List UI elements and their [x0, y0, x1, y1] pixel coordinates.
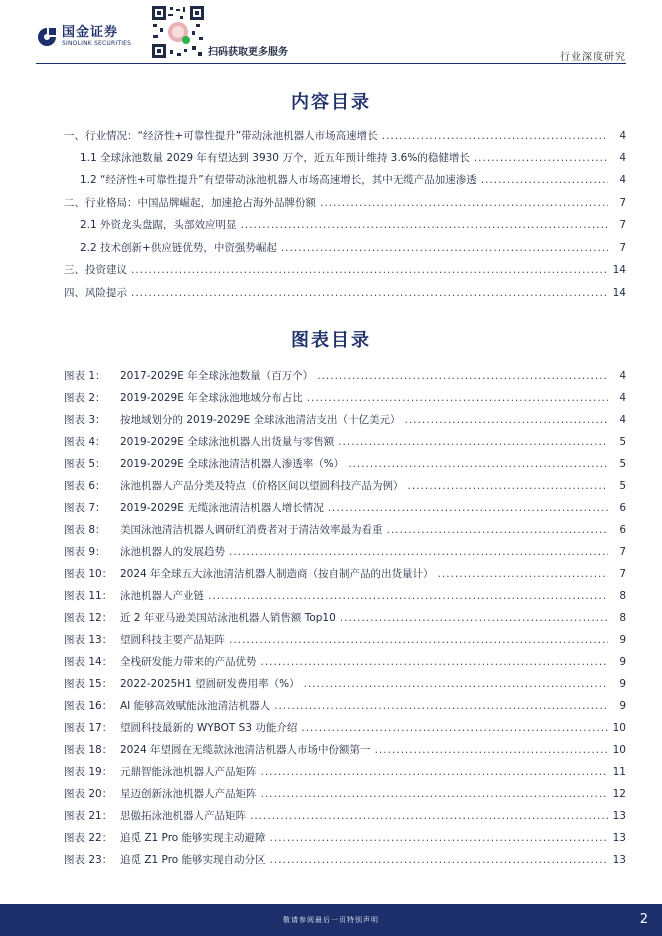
toc-item-page: 14: [612, 287, 626, 299]
figure-item[interactable]: [0, 808, 662, 824]
figure-item[interactable]: [0, 610, 662, 626]
page-header: [0, 0, 662, 66]
figure-item-label: 元鼎智能泳池机器人产品矩阵: [120, 766, 257, 778]
figure-item-number: 图表 18：: [64, 744, 113, 756]
toc-item-page: 14: [612, 264, 626, 276]
toc-item-page: 7: [619, 219, 626, 231]
figure-item-page: 9: [619, 678, 626, 690]
figure-item-label: 近 2 年亚马逊美国站泳池机器人销售额 Top10: [120, 612, 336, 624]
figure-item-number: 图表 4：: [64, 436, 106, 448]
figure-item-number: 图表 9：: [64, 546, 106, 558]
figure-item[interactable]: [0, 830, 662, 846]
logo-name-en: SINOLINK SECURITIES: [62, 40, 132, 47]
figure-item-label: 2019-2029E 无缆泳池清洁机器人增长情况: [120, 502, 324, 514]
toc-item-label: 2.1 外资龙头盘踞，头部效应明显: [80, 219, 237, 231]
figure-item-number: 图表 11：: [64, 590, 113, 602]
figure-item[interactable]: [0, 412, 662, 428]
logo-mark-icon: [36, 26, 58, 48]
figure-item-number: 图表 15：: [64, 678, 113, 690]
toc-item-label: 1.1 全球泳池数量 2029 年有望达到 3930 万个，近五年预计维持 3.6%的稳健增长: [80, 152, 470, 164]
figure-item[interactable]: [0, 522, 662, 538]
figure-item-label: 星迈创新泳池机器人产品矩阵: [120, 788, 257, 800]
figure-item-number: 图表 6：: [64, 480, 106, 492]
figure-item-number: 图表 23：: [64, 854, 113, 866]
toc-item[interactable]: [0, 262, 662, 278]
figure-item-number: 图表 16：: [64, 700, 113, 712]
figure-item-number: 图表 2：: [64, 392, 106, 404]
figure-item-label: 2019-2029E 年全球泳池地域分布占比: [120, 392, 303, 404]
figure-item[interactable]: [0, 456, 662, 472]
toc-item[interactable]: [0, 217, 662, 233]
toc-item-page: 4: [619, 174, 626, 186]
figure-item-label: 望圆科技主要产品矩阵: [120, 634, 225, 646]
figure-item-page: 6: [619, 524, 626, 536]
figure-item-number: 图表 22：: [64, 832, 113, 844]
figure-item-number: 图表 19：: [64, 766, 113, 778]
figure-item-page: 9: [619, 700, 626, 712]
figure-item-page: 10: [612, 744, 626, 756]
toc-item-label: 四、风险提示: [64, 287, 127, 299]
figures-title: 图表目录: [291, 330, 371, 351]
figure-item-number: 图表 7：: [64, 502, 106, 514]
figure-item[interactable]: [0, 368, 662, 384]
figure-item-label: 2019-2029E 全球泳池机器人出货量与零售额: [120, 436, 335, 448]
figure-item-number: 图表 3：: [64, 414, 106, 426]
figure-item[interactable]: [0, 478, 662, 494]
figure-item[interactable]: [0, 434, 662, 450]
figure-item-page: 13: [612, 810, 626, 822]
figure-item-page: 5: [619, 458, 626, 470]
figure-item-number: 图表 5：: [64, 458, 106, 470]
figure-item-page: 13: [612, 854, 626, 866]
toc-item[interactable]: [0, 172, 662, 188]
figure-item[interactable]: [0, 588, 662, 604]
figure-item-number: 图表 8：: [64, 524, 106, 536]
figure-item-label: 全栈研发能力带来的产品优势: [120, 656, 257, 668]
figure-item-label: 泳池机器人的发展趋势: [120, 546, 225, 558]
toc-item-label: 2.2 技术创新+供应链优势，中资强势崛起: [80, 242, 277, 254]
figure-item-label: 2019-2029E 全球泳池清洁机器人渗透率（%）: [120, 458, 345, 470]
figure-item-page: 13: [612, 832, 626, 844]
toc-item[interactable]: [0, 240, 662, 256]
toc-item-page: 7: [619, 242, 626, 254]
figure-item-label: 2024 年全球五大泳池清洁机器人制造商（按自制产品的出货量计）: [120, 568, 434, 580]
figure-item-label: AI 能够高效赋能泳池清洁机器人: [120, 700, 271, 712]
company-logo: [36, 26, 131, 48]
figure-item-number: 图表 17：: [64, 722, 113, 734]
logo-name-cn: 国金证券: [62, 25, 119, 40]
figure-item[interactable]: [0, 720, 662, 736]
figure-item-label: 追觅 Z1 Pro 能够实现自动分区: [120, 854, 266, 866]
figure-item-number: 图表 10：: [64, 568, 113, 580]
figure-item-label: 2017-2029E 年全球泳池数量（百万个）: [120, 370, 314, 382]
figure-item-label: 泳池机器人产业链: [120, 590, 204, 602]
figure-item-page: 8: [619, 612, 626, 624]
figure-item[interactable]: [0, 632, 662, 648]
figure-item[interactable]: [0, 676, 662, 692]
toc-item-label: 三、投资建议: [64, 264, 127, 276]
toc-item[interactable]: [0, 195, 662, 211]
figure-item-page: 9: [619, 656, 626, 668]
qr-code-icon[interactable]: [150, 4, 206, 60]
toc-item-page: 4: [619, 130, 626, 142]
toc-item-label: 二、行业格局：中国品牌崛起，加速抢占海外品牌份额: [64, 197, 316, 209]
figure-item-number: 图表 1：: [64, 370, 106, 382]
figure-item-label: 2024 年望圆在无缆款泳池清洁机器人市场中份额第一: [120, 744, 371, 756]
figure-item-page: 7: [619, 568, 626, 580]
figure-item[interactable]: [0, 566, 662, 582]
toc-item-label: 一、行业情况：“经济性+可靠性提升”带动泳池机器人市场高速增长: [64, 130, 378, 142]
toc-item-page: 4: [619, 152, 626, 164]
figure-item-label: 追觅 Z1 Pro 能够实现主动避障: [120, 832, 266, 844]
toc-item[interactable]: [0, 285, 662, 301]
toc-item[interactable]: [0, 150, 662, 166]
figure-item-number: 图表 13：: [64, 634, 113, 646]
figure-item-page: 9: [619, 634, 626, 646]
figure-item-page: 12: [612, 788, 626, 800]
figure-item[interactable]: [0, 390, 662, 406]
header-divider: [36, 63, 626, 64]
figure-item-page: 4: [619, 370, 626, 382]
figure-item-label: 望圆科技最新的 WYBOT S3 功能介绍: [120, 722, 298, 734]
figure-item-label: 按地域划分的 2019-2029E 全球泳池清洁支出（十亿美元）: [120, 414, 401, 426]
figure-item[interactable]: [0, 698, 662, 714]
figure-item-number: 图表 20：: [64, 788, 113, 800]
figure-item-page: 10: [612, 722, 626, 734]
figure-item[interactable]: [0, 544, 662, 560]
footer-disclaimer: 敬请参阅最后一页特别声明: [283, 916, 379, 924]
figure-item-page: 4: [619, 392, 626, 404]
figure-item-label: 思傲拓泳池机器人产品矩阵: [120, 810, 246, 822]
qr-caption: 扫码获取更多服务: [208, 47, 288, 58]
toc-item-page: 7: [619, 197, 626, 209]
contents-title: 内容目录: [291, 92, 371, 113]
figure-item-page: 5: [619, 480, 626, 492]
report-type-label: 行业深度研究: [560, 52, 626, 63]
page-footer: [0, 904, 662, 936]
figure-item[interactable]: [0, 654, 662, 670]
figure-item-number: 图表 21：: [64, 810, 113, 822]
figure-item[interactable]: [0, 500, 662, 516]
figure-item[interactable]: [0, 852, 662, 868]
figure-item-number: 图表 12：: [64, 612, 113, 624]
figure-item-label: 泳池机器人产品分类及特点（价格区间以望圆科技产品为例）: [120, 480, 404, 492]
page-number: 2: [639, 912, 648, 927]
figure-item-page: 11: [612, 766, 626, 778]
toc-item-label: 1.2 “经济性+可靠性提升”有望带动泳池机器人市场高速增长，其中无缆产品加速渗透: [80, 174, 477, 186]
figure-item[interactable]: [0, 742, 662, 758]
figure-item-label: 美国泳池清洁机器人调研红消费者对于清洁效率最为看重: [120, 524, 383, 536]
figure-item[interactable]: [0, 786, 662, 802]
figure-item-page: 6: [619, 502, 626, 514]
figure-item-page: 8: [619, 590, 626, 602]
figure-item-label: 2022-2025H1 望圆研发费用率（%）: [120, 678, 300, 690]
toc-item[interactable]: [0, 128, 662, 144]
figure-item-page: 4: [619, 414, 626, 426]
figure-item-page: 5: [619, 436, 626, 448]
figure-item-number: 图表 14：: [64, 656, 113, 668]
figure-item-page: 7: [619, 546, 626, 558]
figure-item[interactable]: [0, 764, 662, 780]
